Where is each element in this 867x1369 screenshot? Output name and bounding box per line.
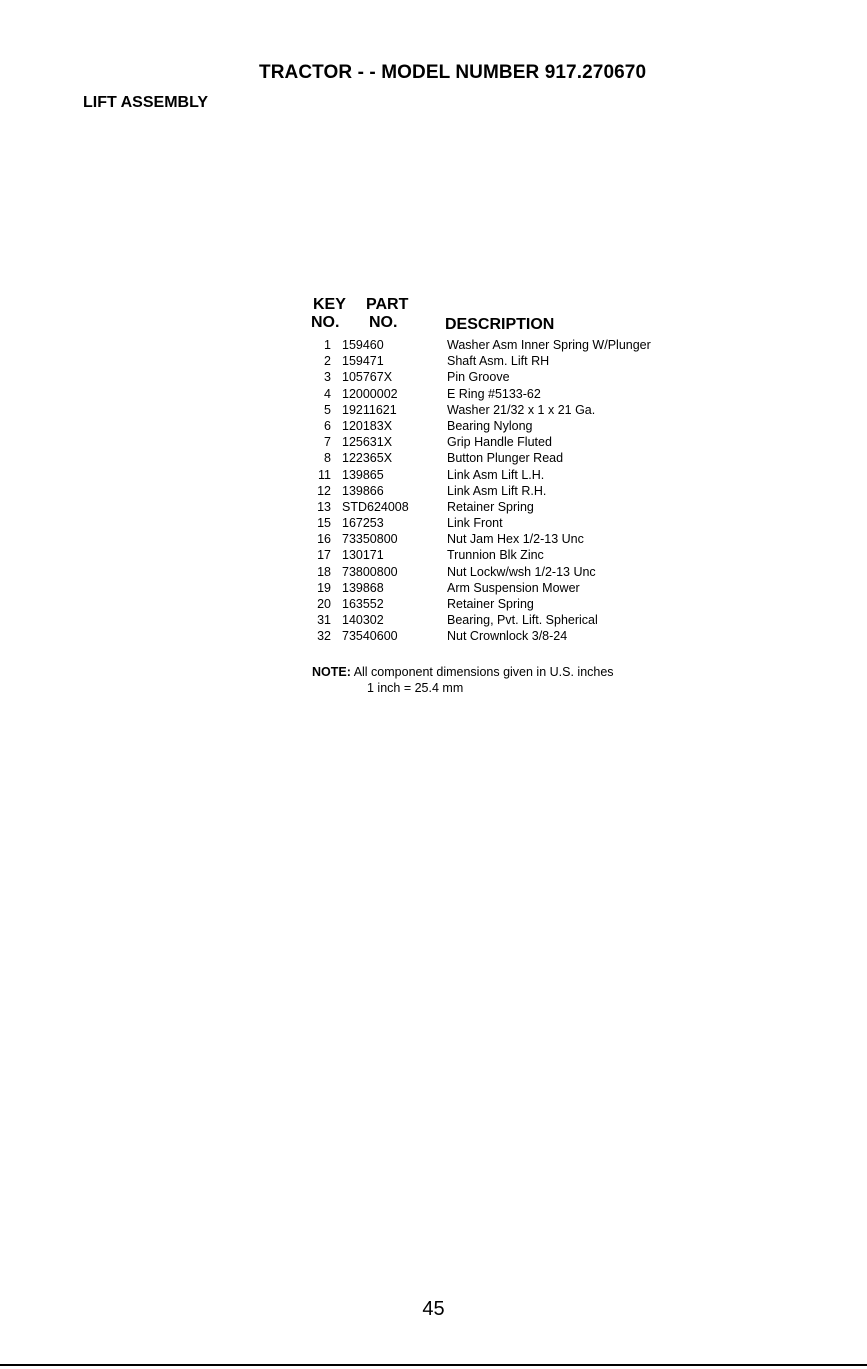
description: Button Plunger Read (447, 451, 564, 466)
table-row (311, 402, 711, 418)
table-row (311, 467, 711, 483)
part-no: 12000002 (342, 386, 398, 401)
part-no: 163552 (342, 597, 384, 611)
part-no: 125631X (342, 435, 393, 450)
table-row (311, 369, 711, 385)
column-header-description: DESCRIPTION (445, 316, 555, 333)
table-row (311, 628, 711, 644)
parts-list-rows (311, 337, 711, 645)
description: Washer Asm Inner Spring W/Plunger (447, 338, 651, 352)
key-no: 31 (317, 613, 331, 628)
part-no: 19211621 (342, 402, 397, 417)
part-no: 159460 (342, 338, 384, 352)
part-no: STD624008 (342, 499, 409, 514)
bottom-rule (0, 1364, 867, 1366)
part-no: 139865 (342, 467, 384, 482)
table-row (311, 612, 711, 628)
description: Pin Groove (447, 370, 510, 385)
description: Nut Lockw/wsh 1/2-13 Unc (447, 564, 596, 579)
description: Arm Suspension Mower (447, 580, 580, 595)
key-no: 1 (324, 338, 331, 352)
key-no: 19 (317, 580, 331, 595)
table-row (311, 483, 711, 499)
column-header-key-no: NO. (311, 314, 340, 331)
key-no: 17 (317, 548, 331, 563)
description: Link Asm Lift R.H. (447, 483, 547, 498)
table-row (311, 353, 711, 369)
table-row (311, 596, 711, 612)
description: Shaft Asm. Lift RH (447, 354, 550, 369)
table-row (311, 564, 711, 580)
note-text: All component dimensions given in U.S. inches (353, 665, 614, 679)
table-row (311, 418, 711, 434)
section-title: LIFT ASSEMBLY (83, 94, 209, 111)
description: Link Asm Lift L.H. (447, 467, 545, 482)
description: Nut Jam Hex 1/2-13 Unc (447, 532, 584, 547)
column-header-part-no: NO. (369, 314, 398, 331)
table-row (311, 337, 711, 353)
key-no: 4 (324, 386, 331, 401)
part-no: 140302 (342, 613, 384, 628)
page-title: TRACTOR - - MODEL NUMBER 917.270670 (259, 62, 647, 83)
part-no: 139868 (342, 580, 384, 595)
part-no: 122365X (342, 451, 393, 466)
key-no: 8 (324, 451, 331, 466)
key-no: 12 (317, 483, 331, 498)
part-no: 159471 (342, 354, 384, 369)
part-no: 139866 (342, 483, 384, 498)
key-no: 16 (317, 532, 331, 547)
description: E Ring #5133-62 (447, 386, 541, 401)
page-number: 45 (422, 1298, 445, 1320)
part-no: 120183X (342, 418, 393, 433)
parts-list (311, 296, 711, 645)
part-no: 73350800 (342, 532, 398, 547)
key-no: 15 (317, 516, 331, 531)
key-no: 7 (324, 435, 331, 450)
description: Link Front (447, 516, 503, 531)
description: Retainer Spring (447, 597, 534, 611)
description: Nut Crownlock 3/8-24 (447, 629, 568, 644)
table-row (311, 386, 711, 402)
note (312, 664, 614, 681)
table-row (311, 580, 711, 596)
key-no: 3 (324, 370, 331, 385)
note-label: NOTE: (312, 665, 351, 679)
table-row (311, 515, 711, 531)
key-no: 2 (324, 354, 331, 369)
key-no: 6 (324, 418, 331, 433)
description: Bearing, Pvt. Lift. Spherical (447, 613, 598, 628)
table-row (311, 531, 711, 547)
table-row (311, 450, 711, 466)
column-header-part: PART (366, 296, 409, 313)
part-no: 105767X (342, 370, 393, 385)
note-conversion: 1 inch = 25.4 mm (367, 681, 464, 695)
key-no: 20 (317, 597, 331, 611)
description: Retainer Spring (447, 499, 534, 514)
key-no: 11 (318, 467, 331, 482)
description: Bearing Nylong (447, 418, 533, 433)
table-row (311, 547, 711, 563)
part-no: 73540600 (342, 629, 398, 644)
part-no: 167253 (342, 516, 384, 531)
column-header-key: KEY (313, 296, 346, 313)
description: Grip Handle Fluted (447, 435, 552, 450)
part-no: 73800800 (342, 564, 398, 579)
table-row (311, 434, 711, 450)
key-no: 32 (317, 629, 331, 644)
table-row (311, 499, 711, 515)
part-no: 130171 (342, 548, 384, 563)
description: Trunnion Blk Zinc (447, 548, 544, 563)
key-no: 18 (317, 564, 331, 579)
key-no: 13 (317, 499, 331, 514)
parts-list-header (311, 296, 711, 334)
description: Washer 21/32 x 1 x 21 Ga. (447, 402, 596, 417)
key-no: 5 (324, 402, 331, 417)
